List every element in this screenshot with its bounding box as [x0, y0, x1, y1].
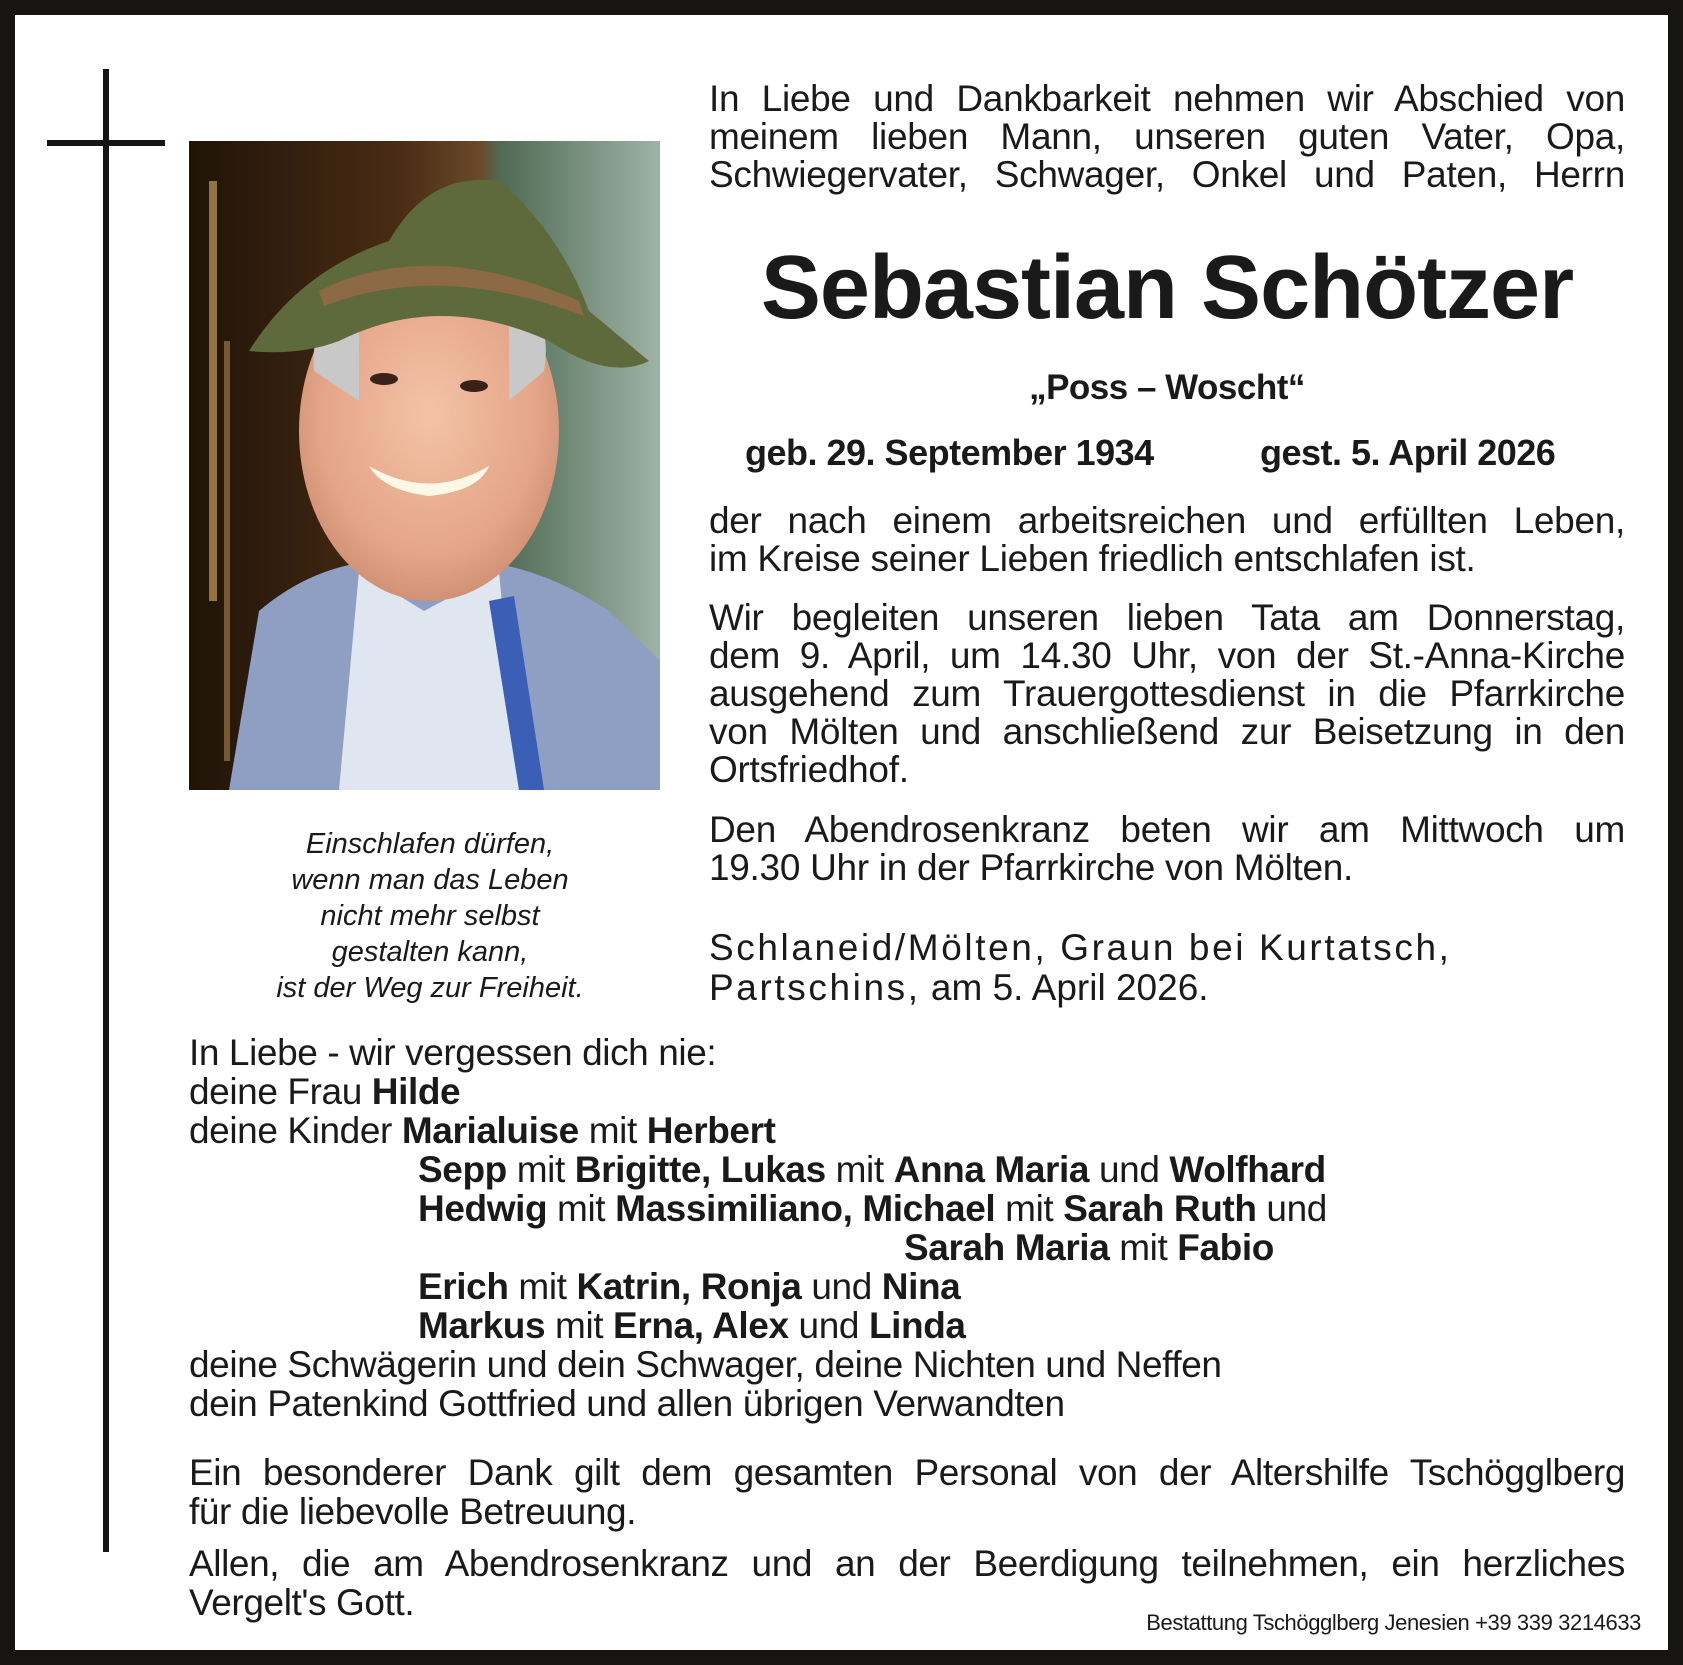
quote-line: wenn man das Leben [291, 864, 569, 896]
family-member-name: Hedwig [418, 1188, 548, 1229]
intro-line: In Liebe und Dankbarkeit nehmen wir Abschied von [709, 78, 1625, 119]
family-wife: deine Frau Hilde [189, 1071, 461, 1112]
family-member-name: Sarah Ruth [1063, 1188, 1257, 1229]
intro-line: meinem lieben Mann, unseren guten Vater, Opa, [709, 116, 1625, 157]
family-member-name: Katrin, Ronja [576, 1266, 802, 1307]
family-children-row [189, 1267, 1639, 1306]
deceased-nickname: „Poss – Woscht“ [1029, 368, 1305, 407]
connector-text: mit [545, 1305, 614, 1346]
connector-text: und [788, 1305, 869, 1346]
connector-text: und [1256, 1188, 1327, 1229]
connector-text: mit [508, 1266, 577, 1307]
connector-text: und [1089, 1149, 1170, 1190]
connector-text: mit [547, 1188, 616, 1229]
family-inlaws: deine Schwägerin und dein Schwager, deine Nichten und Neffen [189, 1344, 1222, 1385]
connector-text: mit [578, 1110, 647, 1151]
text-line: dem 9. April, um 14.30 Uhr, von der St.-Anna-Kirche [709, 635, 1625, 676]
family-member-name: Brigitte, Lukas [574, 1149, 826, 1190]
funeral-home-contact: Bestattung Tschögglberg Jenesien +39 339 3214633 [1146, 1610, 1641, 1635]
intro-text [709, 80, 1625, 194]
place-and-date [709, 928, 1625, 1008]
family-member-name: Erna, Alex [613, 1305, 789, 1346]
deceased-name: Sebastian Schötzer [760, 238, 1574, 338]
connector-text: und [801, 1266, 882, 1307]
family-member-name: Nina [881, 1266, 961, 1307]
text-line: für die liebevolle Betreuung. [189, 1491, 637, 1532]
family-children-row: deine Kinder Marialuise mit Herbert [189, 1110, 776, 1151]
family-children-row [189, 1150, 1639, 1189]
connector-text: mit [995, 1188, 1064, 1229]
place-line: Schlaneid/Mölten, Graun bei Kurtatsch, [709, 927, 1452, 968]
family-children-row [189, 1306, 1639, 1345]
quote-line: ist der Weg zur Freiheit. [276, 972, 584, 1004]
text-line: ausgehend zum Trauergottesdienst in die Pfarrkirche [709, 673, 1625, 714]
text-line: Wir begleiten unseren lieben Tata am Donnerstag, [709, 597, 1625, 638]
family-member-name: Sepp [418, 1149, 507, 1190]
funeral-details [709, 599, 1625, 789]
connector-text: mit [1109, 1227, 1178, 1268]
cross-icon-vertical [103, 69, 109, 1552]
thanks-care-staff [189, 1453, 1625, 1531]
text-line: von Mölten und anschließend zur Beisetzung in den [709, 711, 1625, 752]
family-mourners [189, 1033, 1639, 1423]
text-line: 19.30 Uhr in der Pfarrkirche von Mölten. [709, 847, 1354, 888]
intro-line: Schwiegervater, Schwager, Onkel und Paten, Herrn [709, 154, 1625, 195]
quote-line: gestalten kann, [331, 936, 529, 968]
memorial-quote [230, 826, 630, 1006]
place-line: Partschins, am 5. April 2026. [709, 967, 1209, 1008]
text-line: Vergelt's Gott. [189, 1582, 415, 1623]
family-member-name: Erich [418, 1266, 509, 1307]
text-line: Ein besonderer Dank gilt dem gesamten Personal von der Altershilfe Tschögglberg [189, 1452, 1625, 1493]
passing-text [709, 502, 1625, 578]
text-line: im Kreise seiner Lieben friedlich entschlafen ist. [709, 538, 1476, 579]
family-member-name: Massimiliano, Michael [615, 1188, 996, 1229]
family-member-name: Markus [418, 1305, 546, 1346]
family-member-name: Sarah Maria [904, 1227, 1110, 1268]
family-member-name: Fabio [1177, 1227, 1274, 1268]
connector-text: mit [506, 1149, 575, 1190]
rosary-details [709, 811, 1625, 887]
family-member-name: Anna Maria [893, 1149, 1090, 1190]
family-children-row [189, 1228, 1639, 1267]
text-line: der nach einem arbeitsreichen und erfüllten Leben, [709, 500, 1625, 541]
family-godchild: dein Patenkind Gottfried und allen übrigen Verwandten [189, 1383, 1065, 1424]
family-member-name: Wolfhard [1169, 1149, 1326, 1190]
family-member-name: Herbert [646, 1110, 776, 1151]
portrait-photo [189, 141, 660, 790]
family-member-name: Marialuise [401, 1110, 579, 1151]
family-member-name: Linda [868, 1305, 966, 1346]
family-heading: In Liebe - wir vergessen dich nie: [189, 1032, 717, 1073]
death-date: gest. 5. April 2026 [1260, 432, 1556, 473]
quote-line: nicht mehr selbst [320, 900, 540, 932]
text-line: Ortsfriedhof. [709, 749, 909, 790]
cross-icon-horizontal [47, 140, 165, 146]
text-line: Den Abendrosenkranz beten wir am Mittwoch um [709, 809, 1625, 850]
birth-date: geb. 29. September 1934 [745, 432, 1154, 473]
connector-text: mit [825, 1149, 894, 1190]
family-children-row [189, 1189, 1639, 1228]
portrait-image [189, 141, 660, 790]
text-line: Allen, die am Abendrosenkranz und an der Beerdigung teilnehmen, ein herzliches [189, 1543, 1625, 1584]
quote-line: Einschlafen dürfen, [305, 828, 555, 860]
